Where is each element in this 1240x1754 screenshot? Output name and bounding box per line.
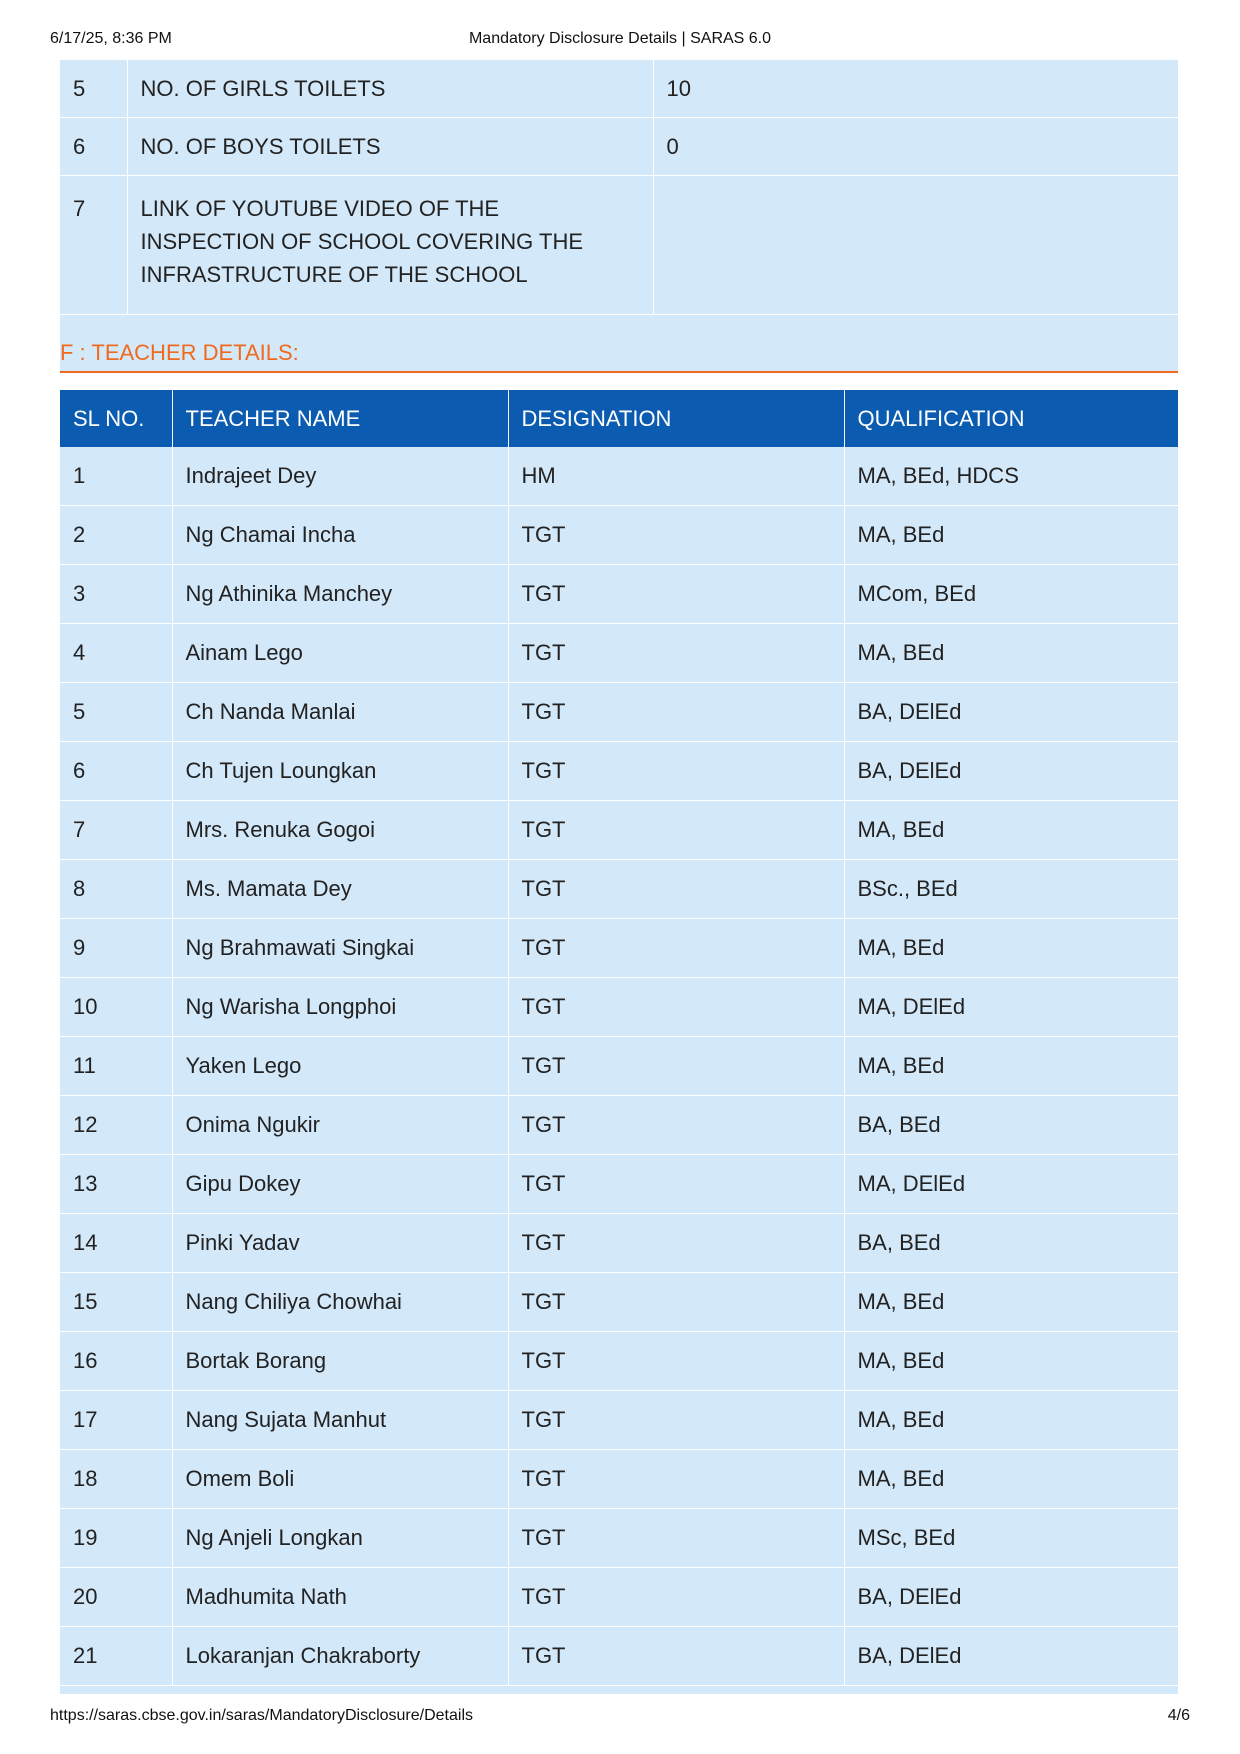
teacher-cell-sl: 4 [60,624,172,683]
column-header-teacher-name: TEACHER NAME [172,390,508,447]
infrastructure-row [60,176,1178,315]
teacher-cell-qualification: MA, BEd [844,1391,1178,1450]
infrastructure-table-body [60,60,1178,315]
teacher-cell-name: Ms. Mamata Dey [172,860,508,919]
teacher-cell-sl: 18 [60,1450,172,1509]
teacher-cell-qualification: MSc, BEd [844,1509,1178,1568]
teacher-cell-qualification: MA, BEd, HDCS [844,447,1178,506]
teacher-cell-sl: 21 [60,1627,172,1686]
teacher-details-table [60,390,1178,1686]
teacher-table-body [60,447,1178,1686]
infrastructure-row [60,118,1178,176]
teacher-cell-designation: TGT [508,1391,844,1450]
teacher-row [60,624,1178,683]
teacher-cell-qualification: MA, BEd [844,919,1178,978]
teacher-cell-name: Nang Sujata Manhut [172,1391,508,1450]
teacher-cell-qualification: BA, BEd [844,1096,1178,1155]
teacher-cell-qualification: BA, DElEd [844,683,1178,742]
teacher-row [60,1568,1178,1627]
teacher-cell-sl: 9 [60,919,172,978]
teacher-cell-designation: TGT [508,624,844,683]
teacher-cell-sl: 20 [60,1568,172,1627]
teacher-cell-sl: 17 [60,1391,172,1450]
infrastructure-row [60,60,1178,118]
teacher-cell-name: Ng Athinika Manchey [172,565,508,624]
teacher-row [60,1627,1178,1686]
teacher-cell-designation: HM [508,447,844,506]
infrastructure-cell-label: LINK OF YOUTUBE VIDEO OF THE INSPECTION OF SCHOOL COVERING THE INFRASTRUCTURE OF THE SCHOOL [127,176,653,315]
teacher-cell-name: Ainam Lego [172,624,508,683]
teacher-cell-qualification: MA, DElEd [844,1155,1178,1214]
teacher-cell-sl: 7 [60,801,172,860]
teacher-row [60,1273,1178,1332]
teacher-row [60,1155,1178,1214]
teacher-cell-qualification: BSc., BEd [844,860,1178,919]
infrastructure-cell-label: NO. OF GIRLS TOILETS [127,60,653,118]
teacher-cell-designation: TGT [508,860,844,919]
teacher-cell-name: Ng Warisha Longphoi [172,978,508,1037]
teacher-row [60,1096,1178,1155]
teacher-cell-name: Gipu Dokey [172,1155,508,1214]
infrastructure-cell-sl: 7 [60,176,127,315]
teacher-cell-name: Mrs. Renuka Gogoi [172,801,508,860]
infrastructure-cell-sl: 5 [60,60,127,118]
teacher-section-title: F : TEACHER DETAILS: [60,334,1178,373]
column-header-qualification: QUALIFICATION [844,390,1178,447]
teacher-cell-name: Yaken Lego [172,1037,508,1096]
infrastructure-table [60,60,1178,315]
teacher-cell-designation: TGT [508,1214,844,1273]
teacher-row [60,506,1178,565]
infrastructure-cell-value: 10 [653,60,1178,118]
teacher-cell-sl: 16 [60,1332,172,1391]
teacher-cell-designation: TGT [508,683,844,742]
print-datetime: 6/17/25, 8:36 PM [50,30,172,47]
teacher-cell-name: Ng Chamai Incha [172,506,508,565]
teacher-cell-name: Pinki Yadav [172,1214,508,1273]
teacher-cell-sl: 10 [60,978,172,1037]
teacher-cell-sl: 15 [60,1273,172,1332]
teacher-cell-qualification: MA, BEd [844,1037,1178,1096]
teacher-cell-qualification: BA, BEd [844,1214,1178,1273]
teacher-cell-designation: TGT [508,1450,844,1509]
teacher-cell-designation: TGT [508,506,844,565]
teacher-row [60,978,1178,1037]
teacher-cell-name: Nang Chiliya Chowhai [172,1273,508,1332]
teacher-cell-designation: TGT [508,1627,844,1686]
teacher-cell-designation: TGT [508,978,844,1037]
teacher-cell-qualification: BA, DElEd [844,1568,1178,1627]
teacher-row [60,1332,1178,1391]
teacher-cell-name: Lokaranjan Chakraborty [172,1627,508,1686]
teacher-row [60,742,1178,801]
teacher-cell-sl: 19 [60,1509,172,1568]
teacher-cell-sl: 1 [60,447,172,506]
teacher-cell-name: Ch Nanda Manlai [172,683,508,742]
teacher-row [60,1214,1178,1273]
section-band [60,315,1178,334]
teacher-cell-qualification: MA, BEd [844,1273,1178,1332]
teacher-row [60,1509,1178,1568]
teacher-row [60,1037,1178,1096]
print-header [50,30,1190,52]
teacher-cell-sl: 8 [60,860,172,919]
teacher-cell-qualification: MCom, BEd [844,565,1178,624]
teacher-cell-designation: TGT [508,565,844,624]
teacher-cell-designation: TGT [508,1155,844,1214]
teacher-cell-qualification: BA, DElEd [844,742,1178,801]
teacher-row [60,860,1178,919]
teacher-cell-designation: TGT [508,1332,844,1391]
teacher-row [60,447,1178,506]
teacher-cell-qualification: MA, BEd [844,801,1178,860]
teacher-row [60,565,1178,624]
teacher-cell-name: Omem Boli [172,1450,508,1509]
column-header-sl-no: SL NO. [60,390,172,447]
teacher-cell-designation: TGT [508,742,844,801]
teacher-cell-designation: TGT [508,1096,844,1155]
print-footer [50,1707,1190,1729]
teacher-cell-designation: TGT [508,1037,844,1096]
teacher-cell-sl: 13 [60,1155,172,1214]
teacher-cell-name: Ng Brahmawati Singkai [172,919,508,978]
disclosure-content [60,60,1178,1694]
column-header-designation: DESIGNATION [508,390,844,447]
print-page-title: Mandatory Disclosure Details | SARAS 6.0 [468,30,772,47]
teacher-cell-qualification: MA, BEd [844,1332,1178,1391]
teacher-cell-qualification: MA, BEd [844,1450,1178,1509]
teacher-row [60,1450,1178,1509]
infrastructure-cell-value: 0 [653,118,1178,176]
teacher-cell-name: Madhumita Nath [172,1568,508,1627]
teacher-cell-designation: TGT [508,919,844,978]
teacher-cell-name: Bortak Borang [172,1332,508,1391]
teacher-cell-qualification: MA, DElEd [844,978,1178,1037]
teacher-cell-sl: 11 [60,1037,172,1096]
teacher-row [60,919,1178,978]
teacher-cell-sl: 3 [60,565,172,624]
teacher-cell-sl: 2 [60,506,172,565]
teacher-row [60,801,1178,860]
teacher-cell-designation: TGT [508,801,844,860]
teacher-cell-qualification: MA, BEd [844,624,1178,683]
teacher-row [60,683,1178,742]
teacher-cell-designation: TGT [508,1568,844,1627]
teacher-cell-name: Onima Ngukir [172,1096,508,1155]
teacher-cell-name: Indrajeet Dey [172,447,508,506]
infrastructure-cell-label: NO. OF BOYS TOILETS [127,118,653,176]
teacher-row [60,1391,1178,1450]
teacher-cell-sl: 12 [60,1096,172,1155]
teacher-cell-designation: TGT [508,1273,844,1332]
teacher-cell-sl: 6 [60,742,172,801]
page-url-link[interactable]: https://saras.cbse.gov.in/saras/MandatoryDisclosure/Details [50,1707,473,1724]
teacher-cell-name: Ch Tujen Loungkan [172,742,508,801]
teacher-cell-qualification: BA, DElEd [844,1627,1178,1686]
page-number: 4/6 [1167,1707,1190,1724]
teacher-cell-name: Ng Anjeli Longkan [172,1509,508,1568]
teacher-cell-sl: 14 [60,1214,172,1273]
teacher-cell-designation: TGT [508,1509,844,1568]
infrastructure-cell-sl: 6 [60,118,127,176]
infrastructure-cell-value [653,176,1178,315]
teacher-cell-sl: 5 [60,683,172,742]
teacher-table-header-row [60,390,1178,447]
teacher-cell-qualification: MA, BEd [844,506,1178,565]
